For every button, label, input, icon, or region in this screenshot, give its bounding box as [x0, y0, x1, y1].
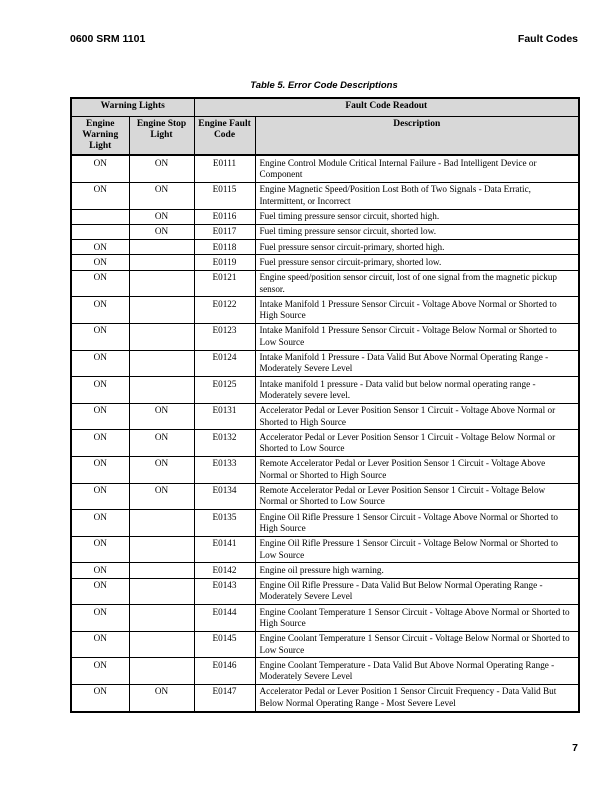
fault-code-cell: E0144 [194, 605, 255, 632]
fault-code-cell: E0143 [194, 578, 255, 605]
table-row [71, 403, 579, 430]
fault-code-cell: E0133 [194, 456, 255, 483]
warning-light-cell: ON [71, 182, 129, 209]
description-cell: Accelerator Pedal or Lever Position Sensor 1 Circuit - Voltage Above Normal or Shorted to High Source [255, 403, 579, 430]
warning-light-cell: ON [71, 240, 129, 255]
stop-light-cell: ON [129, 403, 194, 430]
fault-code-cell: E0111 [194, 155, 255, 182]
description-cell: Fuel timing pressure sensor circuit, shorted high. [255, 209, 579, 224]
stop-light-cell: ON [129, 224, 194, 239]
description-cell: Accelerator Pedal or Lever Position 1 Sensor Circuit Frequency - Data Valid But Below Normal Operating Range - Most Severe Level [255, 684, 579, 711]
description-cell: Intake Manifold 1 Pressure Sensor Circuit - Voltage Below Normal or Shorted to Low Source [255, 323, 579, 350]
fault-code-cell: E0123 [194, 323, 255, 350]
warning-light-cell [71, 209, 129, 224]
table-row [71, 209, 579, 224]
table-row [71, 155, 579, 182]
col-header-engine-stop-light: Engine Stop Light [129, 116, 194, 155]
warning-light-cell: ON [71, 255, 129, 270]
fault-code-cell: E0131 [194, 403, 255, 430]
warning-light-cell: ON [71, 323, 129, 350]
warning-light-cell: ON [71, 631, 129, 658]
fault-code-cell: E0146 [194, 658, 255, 685]
description-cell: Engine Magnetic Speed/Position Lost Both of Two Signals - Data Erratic, Intermittent, or Incorrect [255, 182, 579, 209]
fault-code-cell: E0119 [194, 255, 255, 270]
group-header-row [71, 98, 579, 116]
description-cell: Intake Manifold 1 Pressure - Data Valid But Above Normal Operating Range - Moderately Severe Level [255, 350, 579, 377]
description-cell: Engine Control Module Critical Internal Failure - Bad Intelligent Device or Component [255, 155, 579, 182]
fault-code-cell: E0141 [194, 536, 255, 563]
description-cell: Engine Oil Rifle Pressure 1 Sensor Circuit - Voltage Below Normal or Shorted to Low Source [255, 536, 579, 563]
warning-light-cell: ON [71, 578, 129, 605]
table-row [71, 631, 579, 658]
page-header [70, 33, 578, 45]
description-cell: Intake Manifold 1 Pressure Sensor Circuit - Voltage Above Normal or Shorted to High Source [255, 297, 579, 324]
stop-light-cell [129, 658, 194, 685]
stop-light-cell [129, 631, 194, 658]
description-cell: Engine Coolant Temperature - Data Valid But Above Normal Operating Range - Moderately Severe Level [255, 658, 579, 685]
stop-light-cell [129, 297, 194, 324]
stop-light-cell [129, 240, 194, 255]
table-row [71, 350, 579, 377]
fault-code-cell: E0116 [194, 209, 255, 224]
stop-light-cell [129, 350, 194, 377]
table-title: Table 5. Error Code Descriptions [250, 80, 398, 91]
page-number: 7 [572, 742, 578, 754]
stop-light-cell: ON [129, 684, 194, 711]
group-header-fault-code-readout: Fault Code Readout [194, 98, 579, 116]
stop-light-cell [129, 255, 194, 270]
table-head [71, 98, 579, 155]
section-title: Fault Codes [517, 33, 578, 45]
stop-light-cell [129, 605, 194, 632]
table-row [71, 483, 579, 510]
fault-code-cell: E0118 [194, 240, 255, 255]
warning-light-cell: ON [71, 510, 129, 537]
description-cell: Engine oil pressure high warning. [255, 563, 579, 578]
table-row [71, 510, 579, 537]
table-row [71, 536, 579, 563]
table-row [71, 270, 579, 297]
warning-light-cell: ON [71, 403, 129, 430]
stop-light-cell [129, 510, 194, 537]
stop-light-cell: ON [129, 209, 194, 224]
warning-light-cell: ON [71, 563, 129, 578]
table-row [71, 297, 579, 324]
stop-light-cell: ON [129, 483, 194, 510]
document-number: 0600 SRM 1101 [70, 33, 146, 45]
warning-light-cell: ON [71, 297, 129, 324]
stop-light-cell [129, 563, 194, 578]
fault-code-cell: E0142 [194, 563, 255, 578]
description-cell: Engine Coolant Temperature 1 Sensor Circuit - Voltage Above Normal or Shorted to High Source [255, 605, 579, 632]
col-header-description: Description [255, 116, 579, 155]
warning-light-cell [71, 224, 129, 239]
stop-light-cell [129, 578, 194, 605]
table-row [71, 605, 579, 632]
fault-code-cell: E0134 [194, 483, 255, 510]
table-row [71, 563, 579, 578]
fault-code-cell: E0135 [194, 510, 255, 537]
warning-light-cell: ON [71, 270, 129, 297]
stop-light-cell [129, 377, 194, 404]
fault-code-cell: E0145 [194, 631, 255, 658]
description-cell: Engine Coolant Temperature 1 Sensor Circuit - Voltage Below Normal or Shorted to Low Source [255, 631, 579, 658]
table-row [71, 182, 579, 209]
warning-light-cell: ON [71, 536, 129, 563]
description-cell: Engine Oil Rifle Pressure - Data Valid But Below Normal Operating Range - Moderately Severe Level [255, 578, 579, 605]
fault-code-cell: E0147 [194, 684, 255, 711]
table-row [71, 658, 579, 685]
warning-light-cell: ON [71, 350, 129, 377]
description-cell: Engine Oil Rifle Pressure 1 Sensor Circuit - Voltage Above Normal or Shorted to High Source [255, 510, 579, 537]
table-row [71, 578, 579, 605]
warning-light-cell: ON [71, 605, 129, 632]
fault-code-cell: E0115 [194, 182, 255, 209]
stop-light-cell [129, 323, 194, 350]
fault-code-cell: E0125 [194, 377, 255, 404]
fault-code-cell: E0124 [194, 350, 255, 377]
column-header-row [71, 116, 579, 155]
table-row [71, 377, 579, 404]
table-row [71, 684, 579, 711]
fault-code-table [70, 97, 580, 713]
description-cell: Remote Accelerator Pedal or Lever Position Sensor 1 Circuit - Voltage Below Normal or Shorted to Low Source [255, 483, 579, 510]
fault-code-cell: E0122 [194, 297, 255, 324]
table-row [71, 430, 579, 457]
table-row [71, 240, 579, 255]
description-cell: Fuel timing pressure sensor circuit, shorted low. [255, 224, 579, 239]
warning-light-cell: ON [71, 430, 129, 457]
warning-light-cell: ON [71, 155, 129, 182]
table-row [71, 255, 579, 270]
page-footer [70, 742, 578, 754]
fault-code-cell: E0132 [194, 430, 255, 457]
description-cell: Intake manifold 1 pressure - Data valid but below normal operating range - Moderately severe level. [255, 377, 579, 404]
stop-light-cell [129, 270, 194, 297]
warning-light-cell: ON [71, 483, 129, 510]
warning-light-cell: ON [71, 456, 129, 483]
description-cell: Remote Accelerator Pedal or Lever Position Sensor 1 Circuit - Voltage Above Normal or Shorted to High Source [255, 456, 579, 483]
description-cell: Engine speed/position sensor circuit, lost of one signal from the magnetic pickup sensor. [255, 270, 579, 297]
stop-light-cell: ON [129, 456, 194, 483]
description-cell: Fuel pressure sensor circuit-primary, shorted high. [255, 240, 579, 255]
table-row [71, 456, 579, 483]
table-row [71, 224, 579, 239]
col-header-engine-warning-light: Engine Warning Light [71, 116, 129, 155]
fault-code-cell: E0121 [194, 270, 255, 297]
group-header-warning-lights: Warning Lights [71, 98, 194, 116]
stop-light-cell: ON [129, 155, 194, 182]
col-header-engine-fault-code: Engine Fault Code [194, 116, 255, 155]
warning-light-cell: ON [71, 658, 129, 685]
stop-light-cell: ON [129, 430, 194, 457]
stop-light-cell [129, 536, 194, 563]
table-body [71, 155, 579, 711]
warning-light-cell: ON [71, 377, 129, 404]
table-row [71, 323, 579, 350]
description-cell: Fuel pressure sensor circuit-primary, shorted low. [255, 255, 579, 270]
warning-light-cell: ON [71, 684, 129, 711]
stop-light-cell: ON [129, 182, 194, 209]
description-cell: Accelerator Pedal or Lever Position Sensor 1 Circuit - Voltage Below Normal or Shorted to Low Source [255, 430, 579, 457]
fault-code-cell: E0117 [194, 224, 255, 239]
